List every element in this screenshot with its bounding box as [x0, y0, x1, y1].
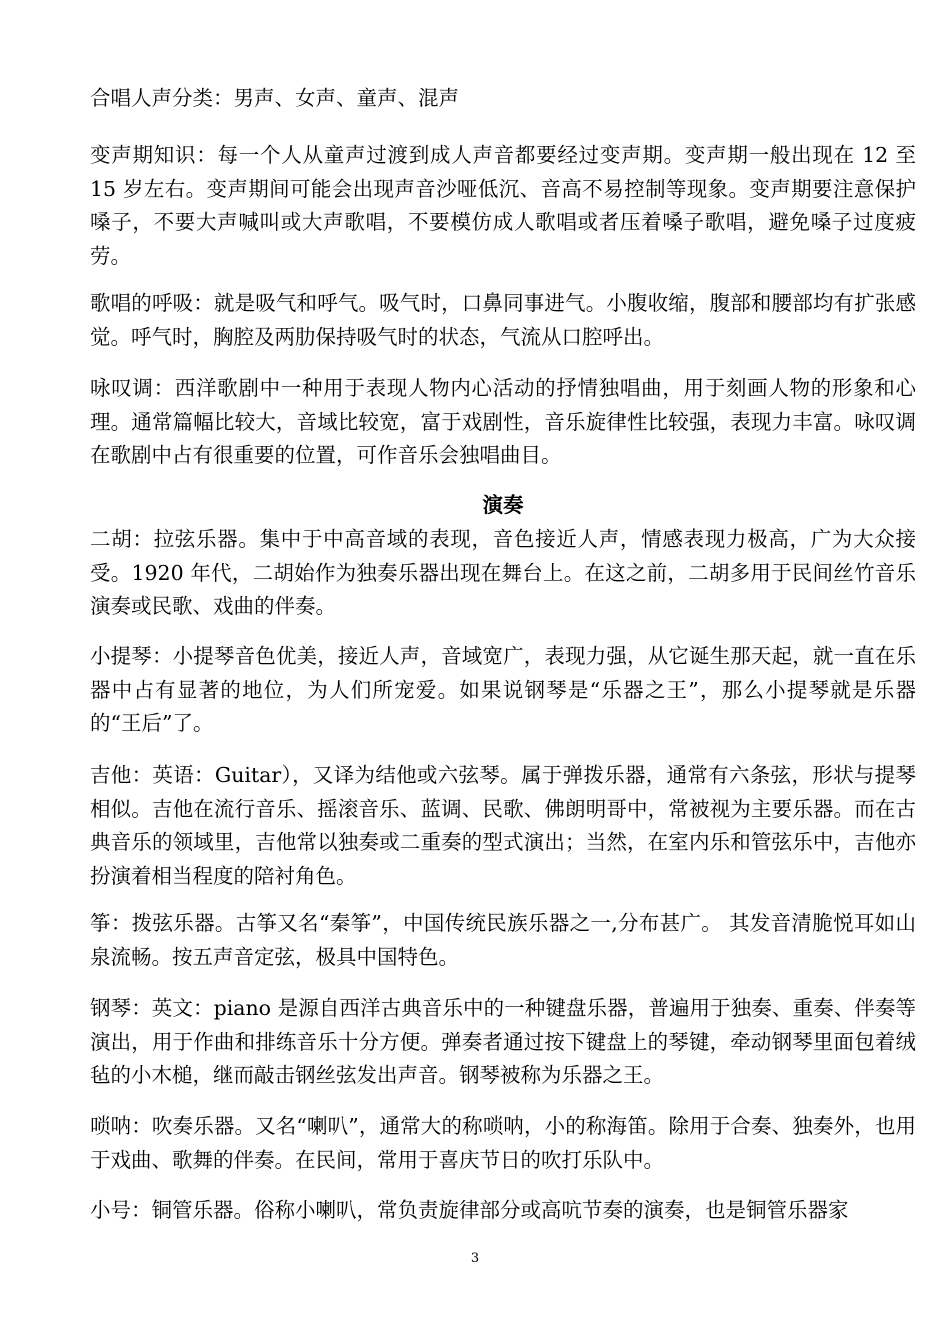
paragraph-breathing: 歌唱的呼吸：就是吸气和呼气。吸气时，口鼻同事进气。小腹收缩，腹部和腰部均有扩张感觉。呼气时，胸腔及两肋保持吸气时的状态，气流从口腔呼出。	[90, 291, 916, 349]
paragraph-aria: 咏叹调：西洋歌剧中一种用于表现人物内心活动的抒情独唱曲，用于刻画人物的形象和心理。通常篇幅比较大，音域比较宽，富于戏剧性，音乐旋律性比较强，表现力丰富。咏叹调在歌剧中占有很重要的位置，可作音乐会独唱曲目。	[90, 376, 916, 467]
paragraph-violin: 小提琴：小提琴音色优美，接近人声，音域宽广，表现力强，从它诞生那天起，就一直在乐器中占有显著的地位，为人们所宠爱。如果说钢琴是“乐器之王”，那么小提琴就是乐器的“王后”了。	[90, 644, 916, 735]
section-heading-performance: 演奏	[482, 493, 524, 517]
paragraph-guitar: 吉他：英语：Guitar），又译为结他或六弦琴。属于弹拨乐器，通常有六条弦，形状与提琴相似。吉他在流行音乐、摇滚音乐、蓝调、民歌、佛朗明哥中，常被视为主要乐器。而在古典音乐的领域里，吉他常以独奏或二重奏的型式演出；当然，在室内乐和管弦乐中，吉他亦扮演着相当程度的陪衬角色。	[90, 763, 916, 888]
paragraph-trumpet: 小号：铜管乐器。俗称小喇叭，常负责旋律部分或高吭节奏的演奏，也是铜管乐器家	[90, 1198, 849, 1222]
paragraph-piano: 钢琴：英文：piano 是源自西洋古典音乐中的一种键盘乐器，普遍用于独奏、重奏、伴奏等演出，用于作曲和排练音乐十分方便。弹奏者通过按下键盘上的琴键，牵动钢琴里面包着绒毡的小木槌，继而敲击钢丝弦发出声音。钢琴被称为乐器之王。	[90, 996, 916, 1087]
page-number: 3	[470, 1251, 480, 1266]
paragraph-voice-change: 变声期知识：每一个人从童声过渡到成人声音都要经过变声期。变声期一般出现在 12 至 15 岁左右。变声期间可能会出现声音沙哑低沉、音高不易控制等现象。变声期要注意保护嗓子，不要大声喊叫或大声歌唱，不要模仿成人歌唱或者压着嗓子歌唱，避免嗓子过度疲劳。	[90, 143, 916, 268]
paragraph-suona: 唢呐：吹奏乐器。又名“喇叭”，通常大的称唢呐，小的称海笛。除用于合奏、独奏外，也用于戏曲、歌舞的伴奏。在民间，常用于喜庆节日的吹打乐队中。	[90, 1114, 916, 1172]
paragraph-erhu: 二胡：拉弦乐器。集中于中高音域的表现，音色接近人声，情感表现力极高，广为大众接受。1920 年代，二胡始作为独奏乐器出现在舞台上。在这之前，二胡多用于民间丝竹音乐演奏或民歌、戏曲的伴奏。	[90, 527, 916, 618]
paragraph-zheng: 筝：拨弦乐器。古筝又名“秦筝”，中国传统民族乐器之一,分布甚广。 其发音清脆悦耳如山泉流畅。按五声音定弦，极具中国特色。	[90, 911, 916, 969]
paragraph-choir-voice-types: 合唱人声分类：男声、女声、童声、混声	[90, 86, 459, 110]
